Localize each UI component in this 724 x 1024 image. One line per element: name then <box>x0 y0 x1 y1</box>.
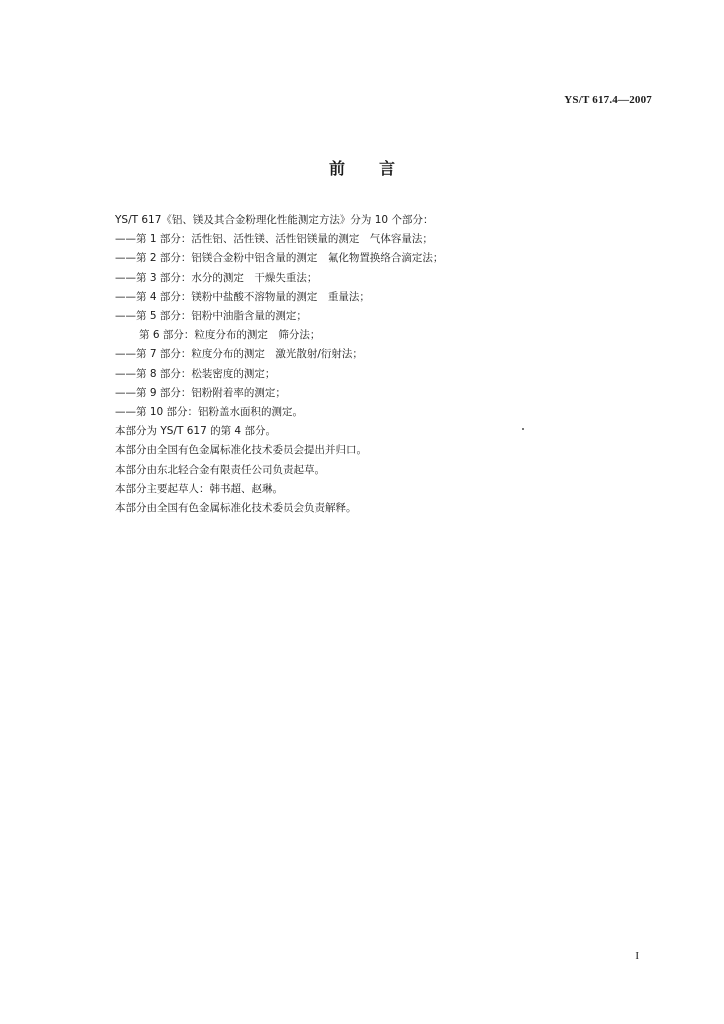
part-list-item: 第 6 部分：粒度分布的测定 筛分法； <box>139 329 321 342</box>
part-list-item: ——第 4 部分：镁粉中盐酸不溶物量的测定 重量法； <box>115 290 370 303</box>
part-list-item: ——第 5 部分：铝粉中油脂含量的测定； <box>115 310 307 323</box>
statement-line: 本部分由东北轻合金有限责任公司负责起草。 <box>115 463 325 476</box>
preface-body <box>115 211 635 518</box>
part-list-item: ——第 7 部分：粒度分布的测定 激光散射/衍射法； <box>115 348 363 361</box>
part-list-item: ——第 10 部分：铝粉盖水面积的测定。 <box>115 406 304 419</box>
part-list-item: ——第 8 部分：松装密度的测定； <box>115 367 276 380</box>
page-number: I <box>635 950 639 962</box>
part-list-item: ——第 9 部分：铝粉附着率的测定； <box>115 386 286 399</box>
part-list-item: ——第 3 部分：水分的测定 干燥失重法； <box>115 271 318 284</box>
part-list-item: ——第 2 部分：铝镁合金粉中铝含量的测定 氟化物置换络合滴定法； <box>115 252 444 265</box>
scan-speck <box>522 428 524 430</box>
part-list-item: ——第 1 部分：活性铝、活性镁、活性铝镁量的测定 气体容量法； <box>115 233 433 246</box>
statement-line: 本部分由全国有色金属标准化技术委员会提出并归口。 <box>115 444 367 457</box>
statement-line: 本部分由全国有色金属标准化技术委员会负责解释。 <box>115 502 357 515</box>
intro-line: YS/T 617《铝、镁及其合金粉理化性能测定方法》分为 10 个部分： <box>115 214 434 226</box>
page-title: 前言 <box>328 159 429 178</box>
document-code: YS/T 617.4—2007 <box>564 94 652 106</box>
statement-line: 本部分主要起草人：韩书超、赵琳。 <box>115 482 283 495</box>
statement-line: 本部分为 YS/T 617 的第 4 部分。 <box>115 425 276 438</box>
